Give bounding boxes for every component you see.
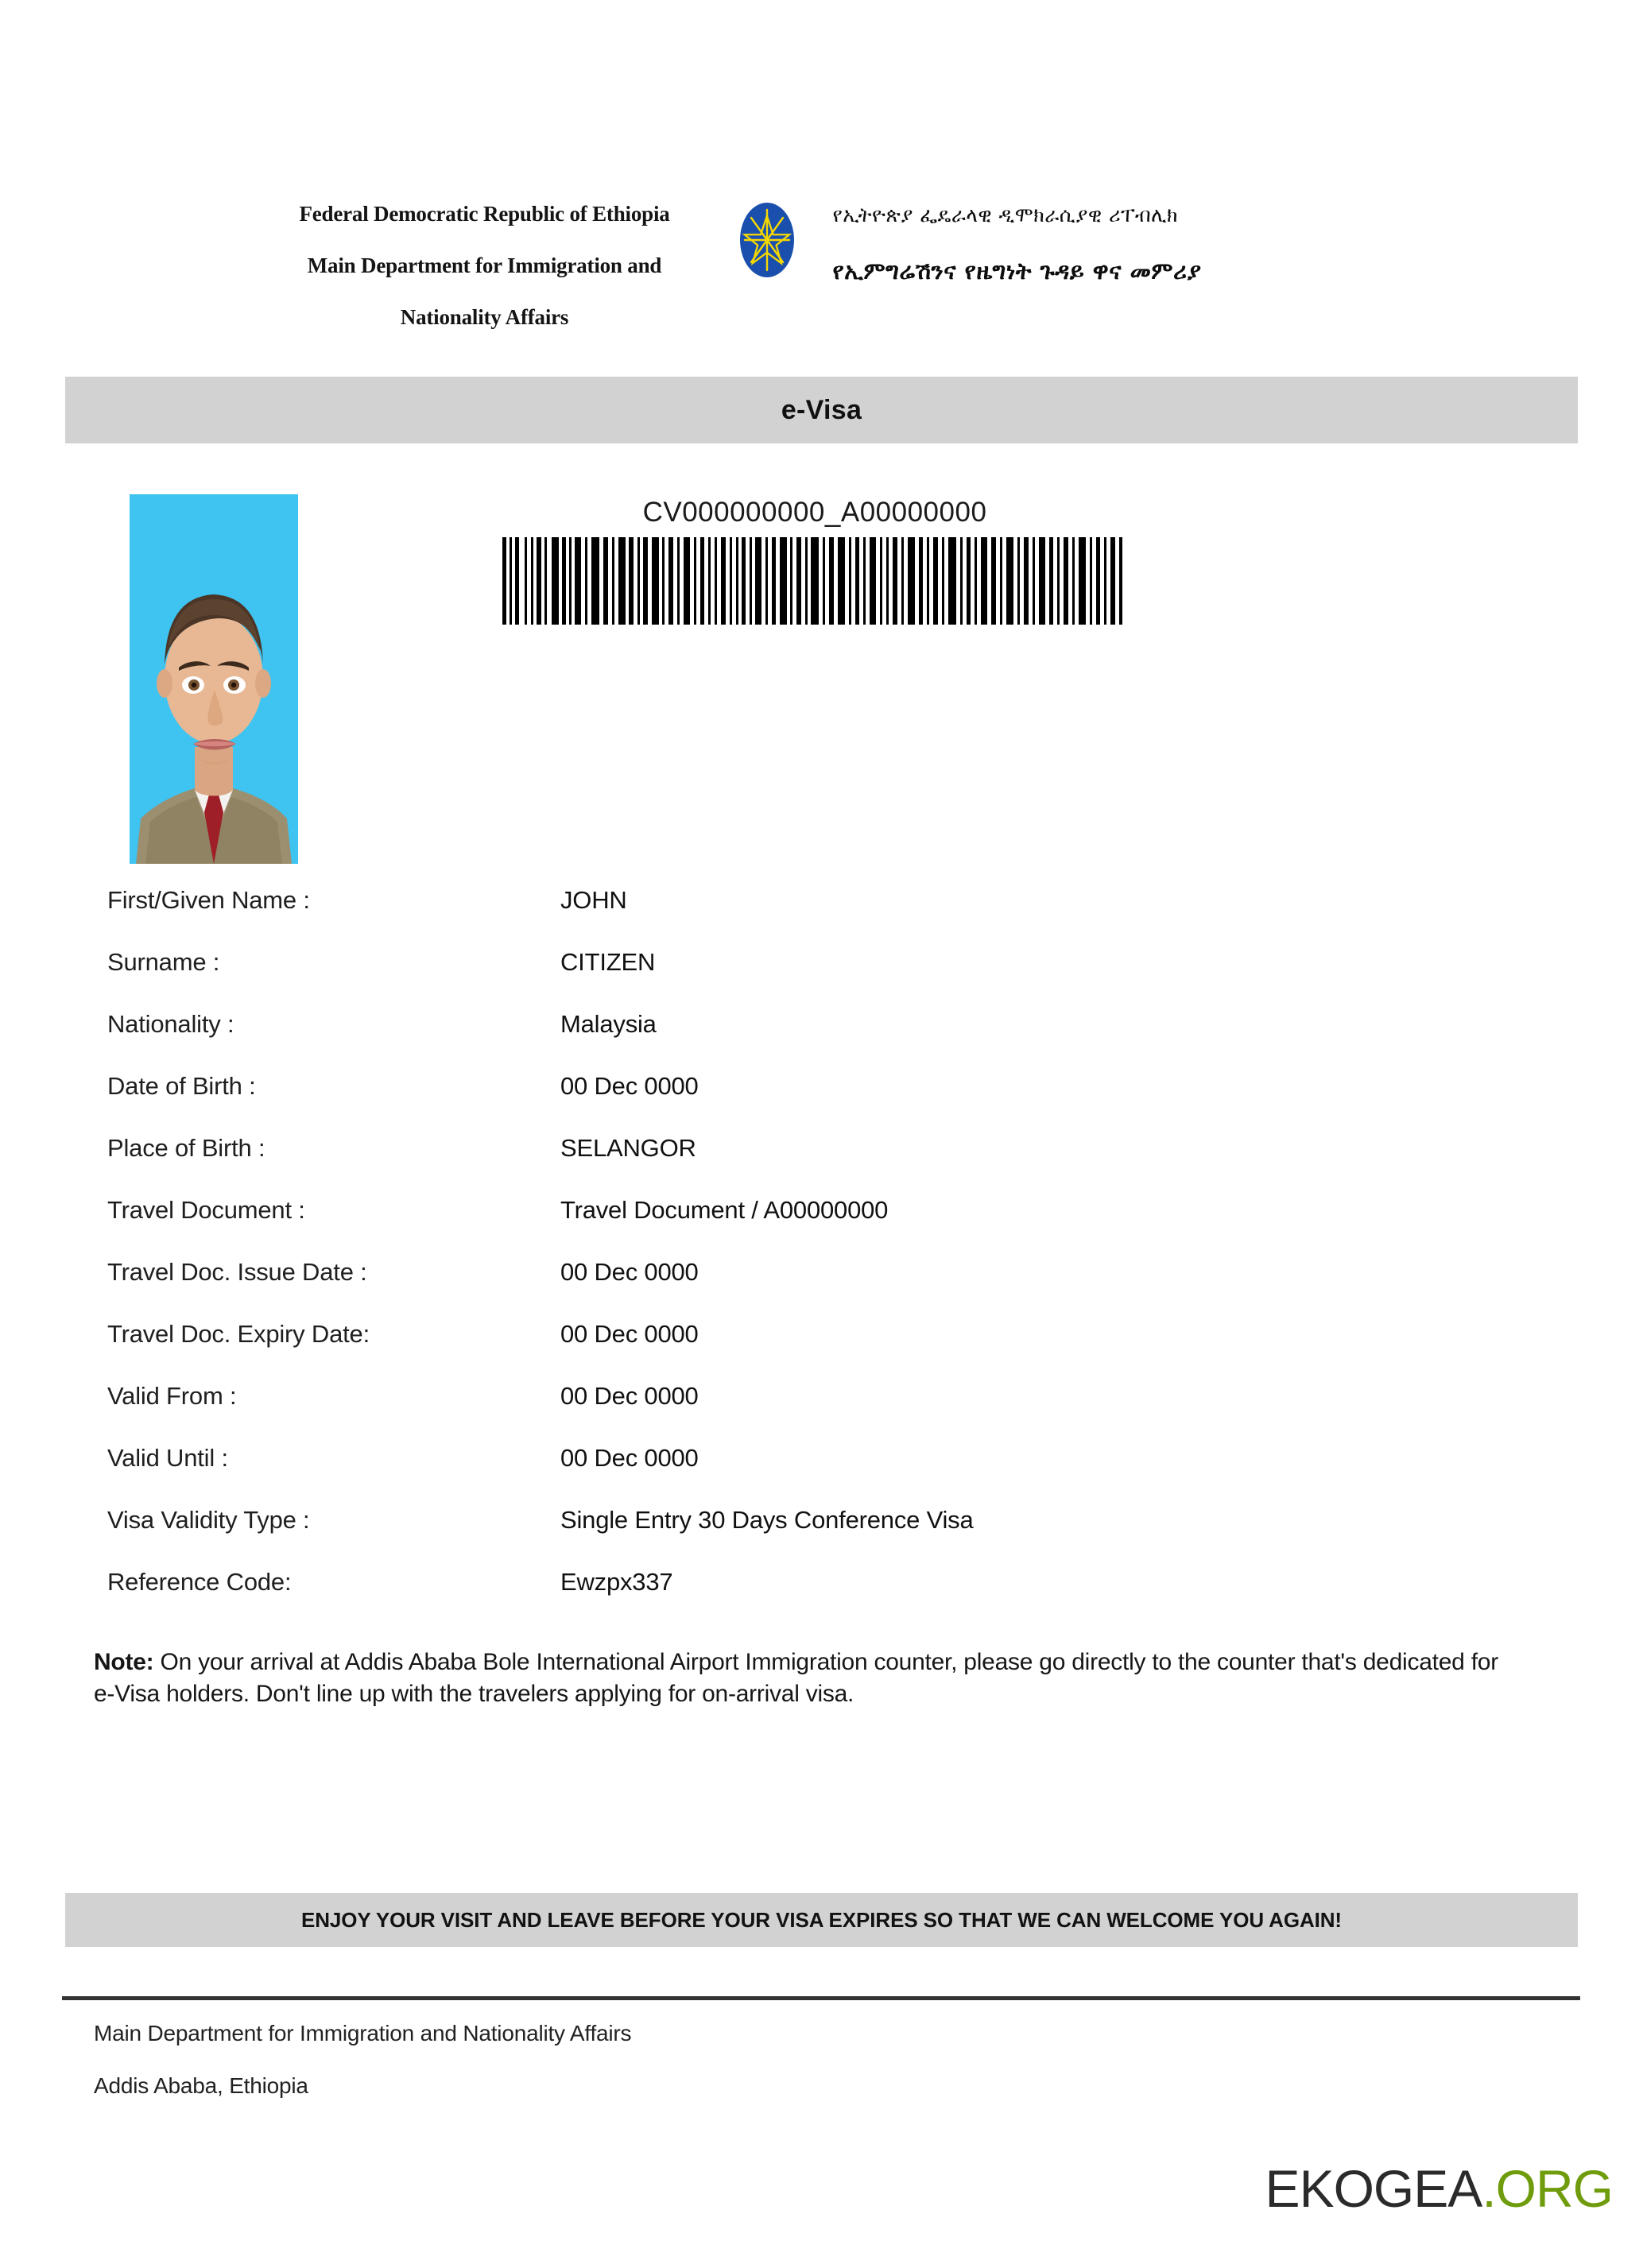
document-footer — [94, 2022, 1207, 2097]
header-en-line-2: Main Department for Immigration and — [307, 254, 662, 277]
watermark-name: EKOGEA — [1265, 2159, 1482, 2218]
barcode-block — [501, 497, 1153, 625]
evisa-title-banner — [65, 377, 1578, 443]
field-value: 00 Dec 0000 — [560, 1382, 699, 1410]
field-row-visa-validity-type — [107, 1506, 1538, 1568]
watermark-tld: .ORG — [1482, 2159, 1613, 2218]
footer-department-line: Main Department for Immigration and Nationality Affairs — [94, 2021, 632, 2045]
field-row-valid-from — [107, 1382, 1538, 1444]
field-value: Travel Document / A00000000 — [560, 1196, 889, 1224]
ekogea-watermark — [1265, 2158, 1613, 2219]
field-value: CITIZEN — [560, 948, 656, 976]
field-value: Malaysia — [560, 1010, 657, 1038]
farewell-banner — [65, 1893, 1578, 1947]
evisa-title-label: e-Visa — [781, 394, 862, 425]
field-label: Travel Doc. Expiry Date: — [107, 1320, 370, 1348]
ethiopia-national-emblem-icon — [738, 199, 796, 281]
emblem-container — [715, 197, 819, 281]
field-value: 00 Dec 0000 — [560, 1258, 699, 1286]
field-row-travel-document — [107, 1196, 1538, 1258]
field-label: Surname : — [107, 948, 220, 976]
field-value: JOHN — [560, 886, 627, 914]
note-prefix-label: Note: — [94, 1649, 154, 1675]
field-row-place-of-birth — [107, 1134, 1538, 1196]
field-row-valid-until — [107, 1444, 1538, 1506]
applicant-photo — [130, 494, 298, 864]
field-row-first-given-name — [107, 886, 1538, 948]
field-value: Single Entry 30 Days Conference Visa — [560, 1506, 974, 1534]
field-value: 00 Dec 0000 — [560, 1444, 699, 1472]
field-label: Visa Validity Type : — [107, 1506, 310, 1534]
field-label: Valid Until : — [107, 1444, 228, 1472]
code128-barcode — [501, 537, 1129, 625]
field-label: Place of Birth : — [107, 1134, 265, 1162]
field-label: Nationality : — [107, 1010, 234, 1038]
field-value: 00 Dec 0000 — [560, 1072, 699, 1100]
note-body-text: On your arrival at Addis Ababa Bole International Airport Immigration counter, please go directly to the counter that's dedicated for e-Visa holders. Don't line up with the travelers applying for on-arrival visa. — [94, 1649, 1498, 1707]
header-english-block — [254, 197, 715, 328]
field-label: Date of Birth : — [107, 1072, 256, 1100]
applicant-portrait-image — [130, 494, 298, 864]
field-row-travel-doc-issue-date — [107, 1258, 1538, 1320]
header-en-line-1: Federal Democratic Republic of Ethiopia — [299, 202, 670, 226]
header-amharic-block — [819, 197, 1389, 283]
header-am-line-1: የኢትዮጵያ ፌዴራላዊ ዲሞክራሲያዊ ሪፐብሊክ — [832, 203, 1179, 226]
field-row-travel-doc-expiry-date — [107, 1320, 1538, 1382]
visa-details-list — [107, 886, 1538, 1630]
visa-reference-number: CV000000000_A00000000 — [642, 497, 987, 528]
field-value: 00 Dec 0000 — [560, 1320, 699, 1348]
field-row-surname — [107, 948, 1538, 1010]
field-row-nationality — [107, 1010, 1538, 1072]
field-label: Reference Code: — [107, 1568, 292, 1596]
arrival-note — [94, 1647, 1517, 1710]
field-label: Valid From : — [107, 1382, 237, 1410]
field-label: Travel Doc. Issue Date : — [107, 1258, 367, 1286]
field-row-date-of-birth — [107, 1072, 1538, 1134]
footer-divider — [62, 1996, 1580, 2000]
header-en-line-3: Nationality Affairs — [400, 305, 569, 329]
document-header — [0, 197, 1643, 356]
header-am-line-2: የኢምግሬሽንና የዜግነት ጉዳይ ዋና መምሪያ — [832, 257, 1202, 284]
field-label: Travel Document : — [107, 1196, 305, 1224]
farewell-banner-label: ENJOY YOUR VISIT AND LEAVE BEFORE YOUR VISA EXPIRES SO THAT WE CAN WELCOME YOU AGAIN! — [301, 1907, 1342, 1932]
field-row-reference-code — [107, 1568, 1538, 1630]
field-value: SELANGOR — [560, 1134, 696, 1162]
field-label: First/Given Name : — [107, 886, 310, 914]
footer-location-line: Addis Ababa, Ethiopia — [94, 2073, 308, 2098]
field-value: Ewzpx337 — [560, 1568, 673, 1596]
